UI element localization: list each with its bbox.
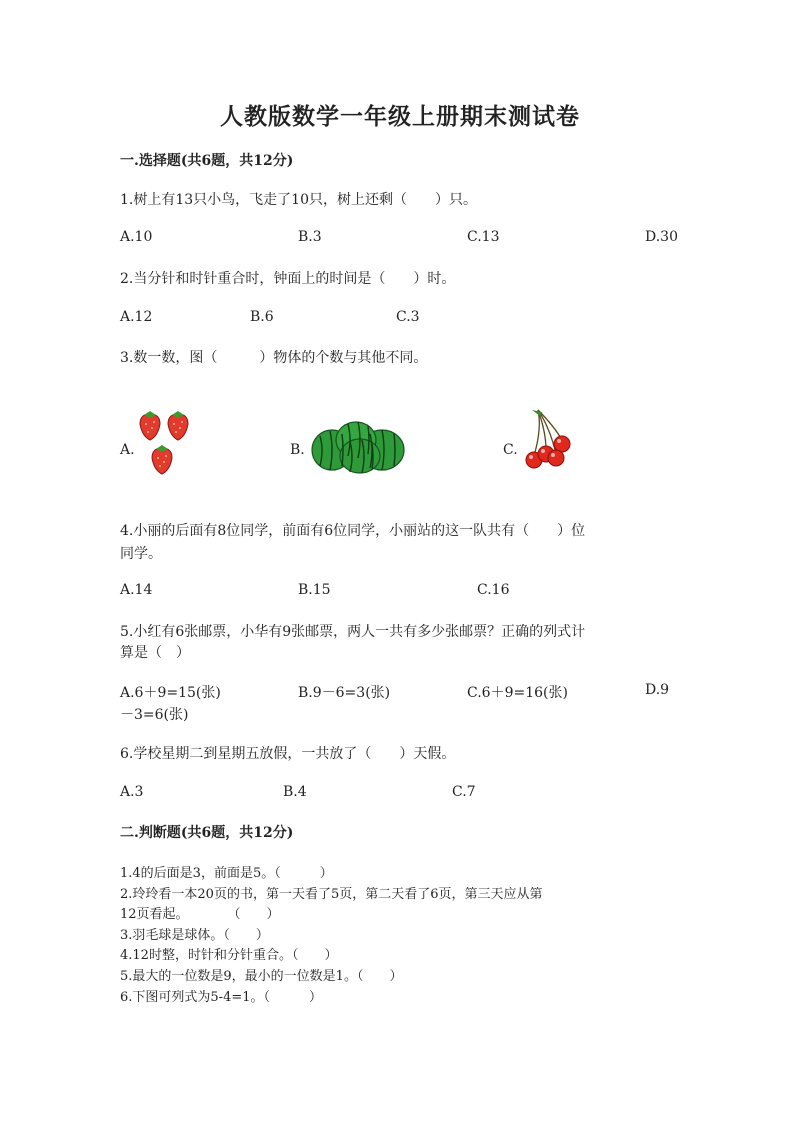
question-6: 6.学校星期二到星期五放假，一共放了（ ）天假。	[120, 746, 456, 762]
question-1: 1.树上有13只小鸟，飞走了10只，树上还剩（ ）只。	[120, 192, 477, 208]
page-title: 人教版数学一年级上册期末测试卷	[220, 103, 580, 130]
cherry-icon	[520, 408, 580, 474]
q3-option-b: B.	[290, 442, 305, 458]
q2-option-b: B.6	[250, 309, 274, 325]
strawberry-icon	[136, 410, 192, 476]
q4-option-b: B.15	[298, 582, 331, 598]
q6-option-c: C.7	[452, 784, 476, 800]
judge-item: 3.羽毛球是球体。（ ）	[120, 928, 269, 943]
question-5-line1: 5.小红有6张邮票，小华有9张邮票，两人一共有多少张邮票？正确的列式计	[120, 624, 586, 640]
q5-option-d: D.9	[645, 682, 670, 698]
question-4-line2: 同学。	[120, 546, 162, 562]
watermelon-icon	[310, 418, 406, 474]
judge-item: 4.12时整，时针和分针重合。（ ）	[120, 948, 338, 963]
section-heading-judge: 二.判断题(共6题，共12分)	[120, 825, 294, 841]
judge-item: 12页看起。 （ ）	[120, 907, 280, 922]
q6-option-a: A.3	[120, 784, 144, 800]
question-4-line1: 4.小丽的后面有8位同学，前面有6位同学，小丽站的这一队共有（ ）位	[120, 523, 586, 539]
judge-item: 2.玲玲看一本20页的书，第一天看了5页，第二天看了6页，第三天应从第	[120, 887, 543, 902]
judge-item: 5.最大的一位数是9，最小的一位数是1。（ ）	[120, 969, 403, 984]
judge-item: 1.4的后面是3，前面是5。（ ）	[120, 866, 333, 881]
q2-option-a: A.12	[120, 309, 153, 325]
q5-option-d-continued: －3=6(张)	[120, 707, 189, 723]
q1-option-c: C.13	[467, 229, 500, 245]
judge-item: 6.下图可列式为5-4=1。（ ）	[120, 990, 323, 1005]
q1-option-b: B.3	[298, 229, 322, 245]
q4-option-c: C.16	[477, 582, 510, 598]
q1-option-a: A.10	[120, 229, 153, 245]
section-heading-choice: 一.选择题(共6题，共12分)	[120, 153, 294, 169]
q4-option-a: A.14	[120, 582, 153, 598]
q5-option-b: B.9－6=3(张)	[298, 685, 391, 701]
question-2: 2.当分针和时针重合时，钟面上的时间是（ ）时。	[120, 271, 456, 287]
question-3: 3.数一数，图（ ）物体的个数与其他不同。	[120, 350, 428, 366]
q5-option-c: C.6＋9=16(张)	[467, 685, 568, 701]
q3-option-c: C.	[503, 442, 518, 458]
q6-option-b: B.4	[283, 784, 307, 800]
question-5-line2: 算是（ ）	[120, 645, 190, 661]
q3-option-a: A.	[120, 442, 135, 458]
q2-option-c: C.3	[396, 309, 420, 325]
q1-option-d: D.30	[645, 229, 678, 245]
q5-option-a: A.6＋9=15(张)	[120, 685, 221, 701]
